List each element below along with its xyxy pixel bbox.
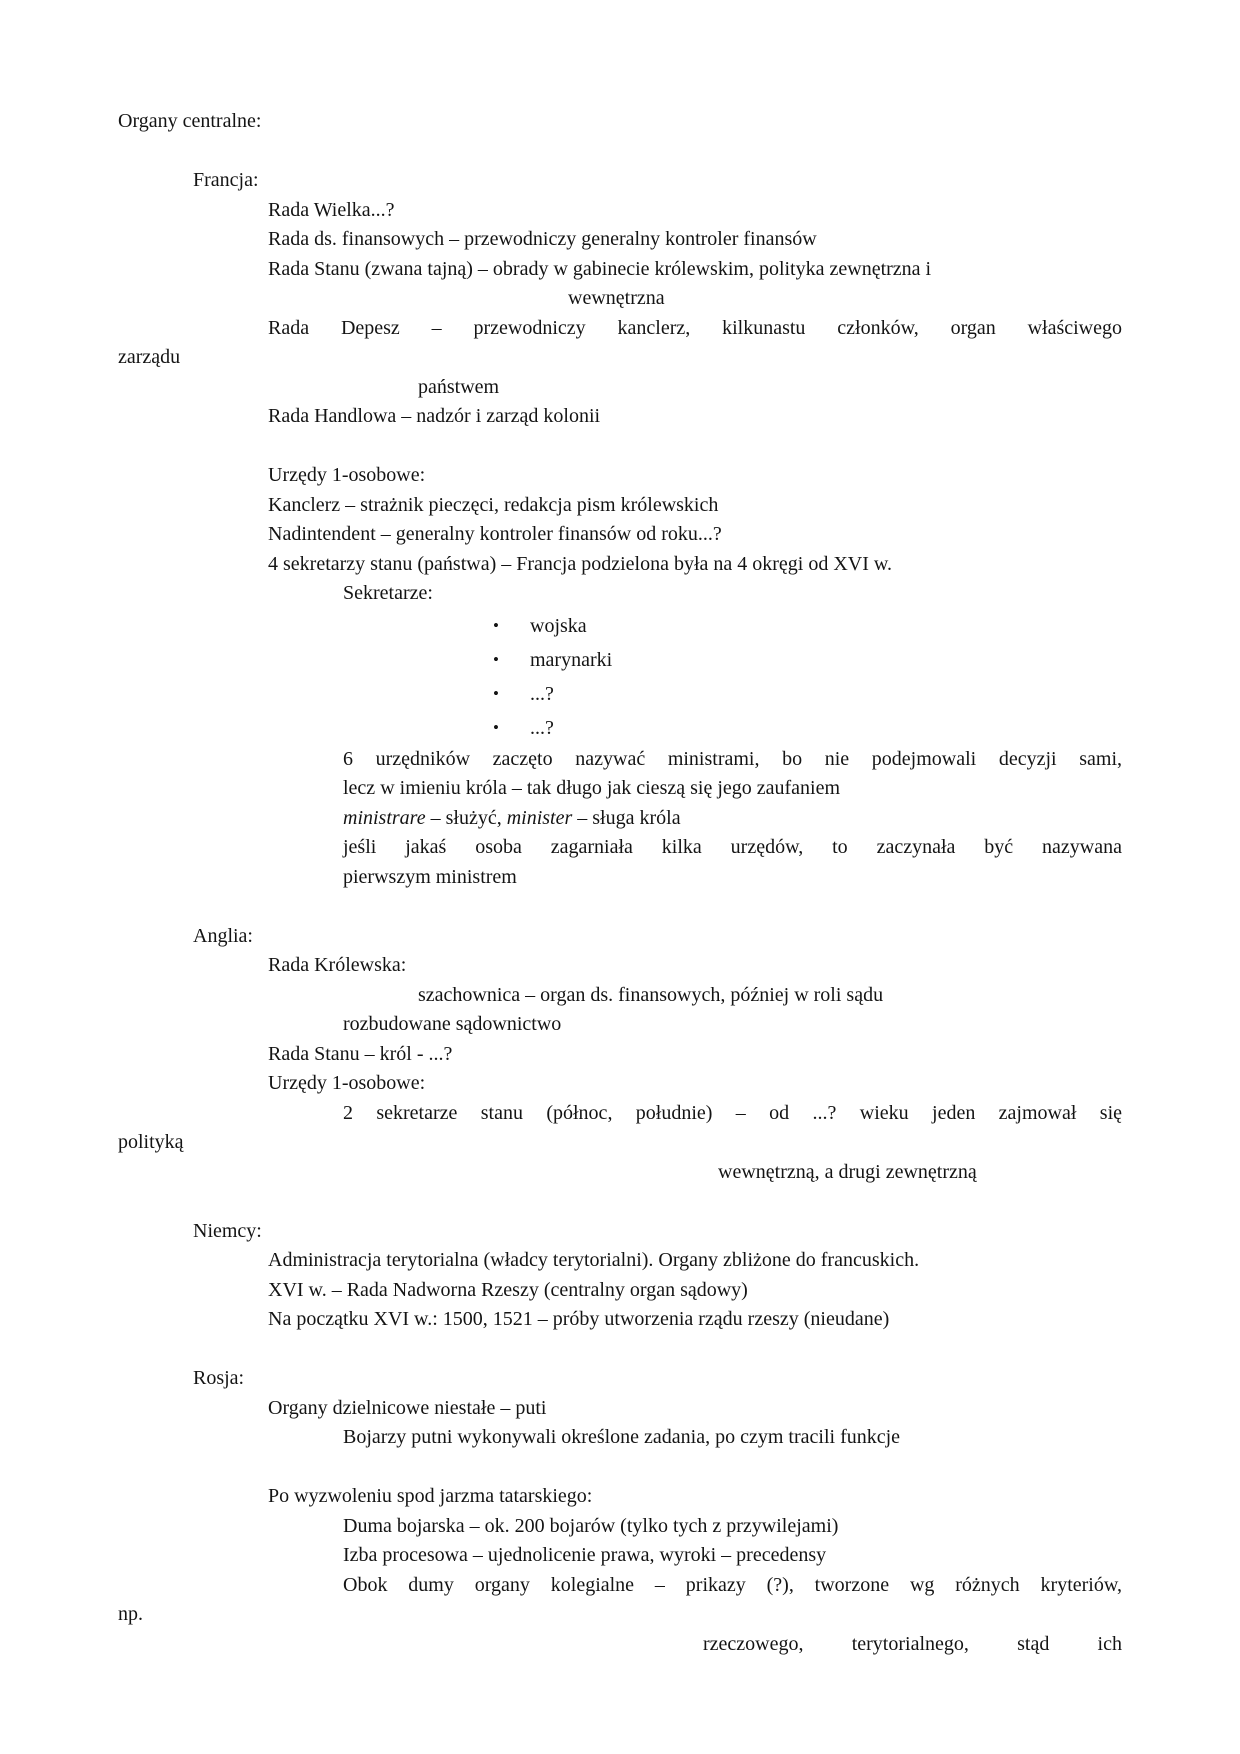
line-administracja: Administracja terytorialna (władcy terytorialni). Organy zbliżone do francuskich.: [268, 1249, 920, 1271]
line-sekretarze-england-3: wewnętrzną, a drugi zewnętrzną: [718, 1160, 977, 1183]
line-ministrare: [343, 804, 1122, 834]
line-rada-depesz: Rada Depesz – przewodniczy kanclerz, kilkunastu członków, organ właściwego: [268, 316, 1122, 339]
line-duma: Duma bojarska – ok. 200 bojarów (tylko tych z przywilejami): [343, 1514, 839, 1537]
line-rada-stanu-france: Rada Stanu (zwana tajną) – obrady w gabinecie królewskim, polityka zewnętrzna i: [268, 257, 932, 280]
ministrare-text: – służyć,: [425, 806, 507, 829]
line-rada-finansowa: Rada ds. finansowych – przewodniczy generalny kontroler finansów: [268, 228, 817, 250]
blank-line: [118, 432, 1122, 462]
document-body: [118, 107, 1122, 1659]
line-obok-dumy-1: Obok dumy organy kolegialne – prikazy (?), tworzone wg różnych kryteriów,: [343, 1573, 1122, 1596]
line-organy-dzielnicowe: Organy dzielnicowe niestałe – puti: [268, 1396, 547, 1419]
section-germany-heading: Niemcy:: [193, 1219, 262, 1242]
list-item: [493, 711, 1122, 745]
line-rada-wielka: Rada Wielka...?: [268, 198, 395, 221]
section-england-heading: Anglia:: [193, 924, 253, 947]
bullet-item-label: marynarki: [530, 648, 613, 671]
line-sekretarze-england-2: polityką: [118, 1131, 184, 1153]
line-ministrowie-1: 6 urzędników zaczęto nazywać ministrami, bo nie podejmowali decyzji sami,: [343, 747, 1122, 770]
line-obok-dumy-2: np.: [118, 1603, 143, 1625]
line-sadownictwo: rozbudowane sądownictwo: [343, 1013, 562, 1035]
line-rada-handlowa: Rada Handlowa – nadzór i zarząd kolonii: [268, 405, 601, 427]
bullet-icon: •: [493, 615, 499, 635]
line-rada-krolewska: Rada Królewska:: [268, 954, 407, 976]
line-rada-nadworna: XVI w. – Rada Nadworna Rzeszy (centralny organ sądowy): [268, 1278, 748, 1301]
line-nadintendent: Nadintendent – generalny kontroler finansów od roku...?: [268, 523, 722, 545]
bullet-icon: •: [493, 683, 499, 703]
line-pierwszy-minister-2: pierwszym ministrem: [343, 865, 517, 888]
list-item: [493, 643, 1122, 677]
line-urzedy-heading-france: Urzędy 1-osobowe:: [268, 464, 426, 486]
blank-line: [118, 1453, 1122, 1483]
bullet-item-label: ...?: [530, 716, 554, 739]
minister-text: – sługa króla: [572, 806, 681, 829]
line-rada-depesz-continuation-2: państwem: [418, 375, 500, 398]
list-item: [493, 677, 1122, 711]
blank-line: [118, 892, 1122, 922]
line-sekretarze-intro: 4 sekretarzy stanu (państwa) – Francja podzielona była na 4 okręgi od XVI w.: [268, 552, 893, 575]
bullet-icon: •: [493, 649, 499, 669]
ministrare-latin-term: ministrare: [343, 806, 426, 829]
line-kanclerz: Kanclerz – strażnik pieczęci, redakcja pism królewskich: [268, 493, 719, 516]
line-sekretarze-england-1: 2 sekretarze stanu (północ, południe) – od ...? wieku jeden zajmował się: [343, 1101, 1122, 1124]
list-item: [493, 609, 1122, 643]
blank-line: [118, 137, 1122, 167]
doc-title: Organy centralne:: [118, 110, 262, 132]
bullet-icon: •: [493, 717, 499, 737]
minister-latin-term: minister: [506, 806, 573, 829]
blank-line: [118, 1335, 1122, 1365]
line-rada-depesz-continuation-1: zarządu: [118, 346, 181, 368]
line-proby-rzadu: Na początku XVI w.: 1500, 1521 – próby utworzenia rządu rzeszy (nieudane): [268, 1308, 890, 1330]
blank-line: [118, 1187, 1122, 1217]
line-pierwszy-minister-1: jeśli jakaś osoba zagarniała kilka urzędów, to zaczynała być nazywana: [343, 836, 1122, 858]
line-sekretarze-heading: Sekretarze:: [343, 582, 433, 604]
section-russia-heading: Rosja:: [193, 1367, 245, 1389]
line-izba: Izba procesowa – ujednolicenie prawa, wyroki – precedensy: [343, 1544, 827, 1566]
line-obok-dumy-3: rzeczowego, terytorialnego, stąd ich: [703, 1632, 1122, 1655]
line-bojarzy: Bojarzy putni wykonywali określone zadania, po czym tracili funkcje: [343, 1426, 901, 1448]
section-france-heading: Francja:: [193, 169, 259, 191]
line-rada-stanu-england: Rada Stanu – król - ...?: [268, 1042, 453, 1065]
line-rada-stanu-continuation: wewnętrzna: [568, 287, 665, 309]
bullet-item-label: wojska: [530, 614, 587, 637]
bullet-item-label: ...?: [530, 682, 554, 705]
line-ministrowie-2: lecz w imieniu króla – tak długo jak cieszą się jego zaufaniem: [343, 777, 841, 799]
line-szachownica: szachownica – organ ds. finansowych, później w roli sądu: [418, 983, 884, 1006]
line-po-wyzwoleniu: Po wyzwoleniu spod jarzma tatarskiego:: [268, 1485, 593, 1507]
line-urzedy-heading-england: Urzędy 1-osobowe:: [268, 1072, 426, 1094]
